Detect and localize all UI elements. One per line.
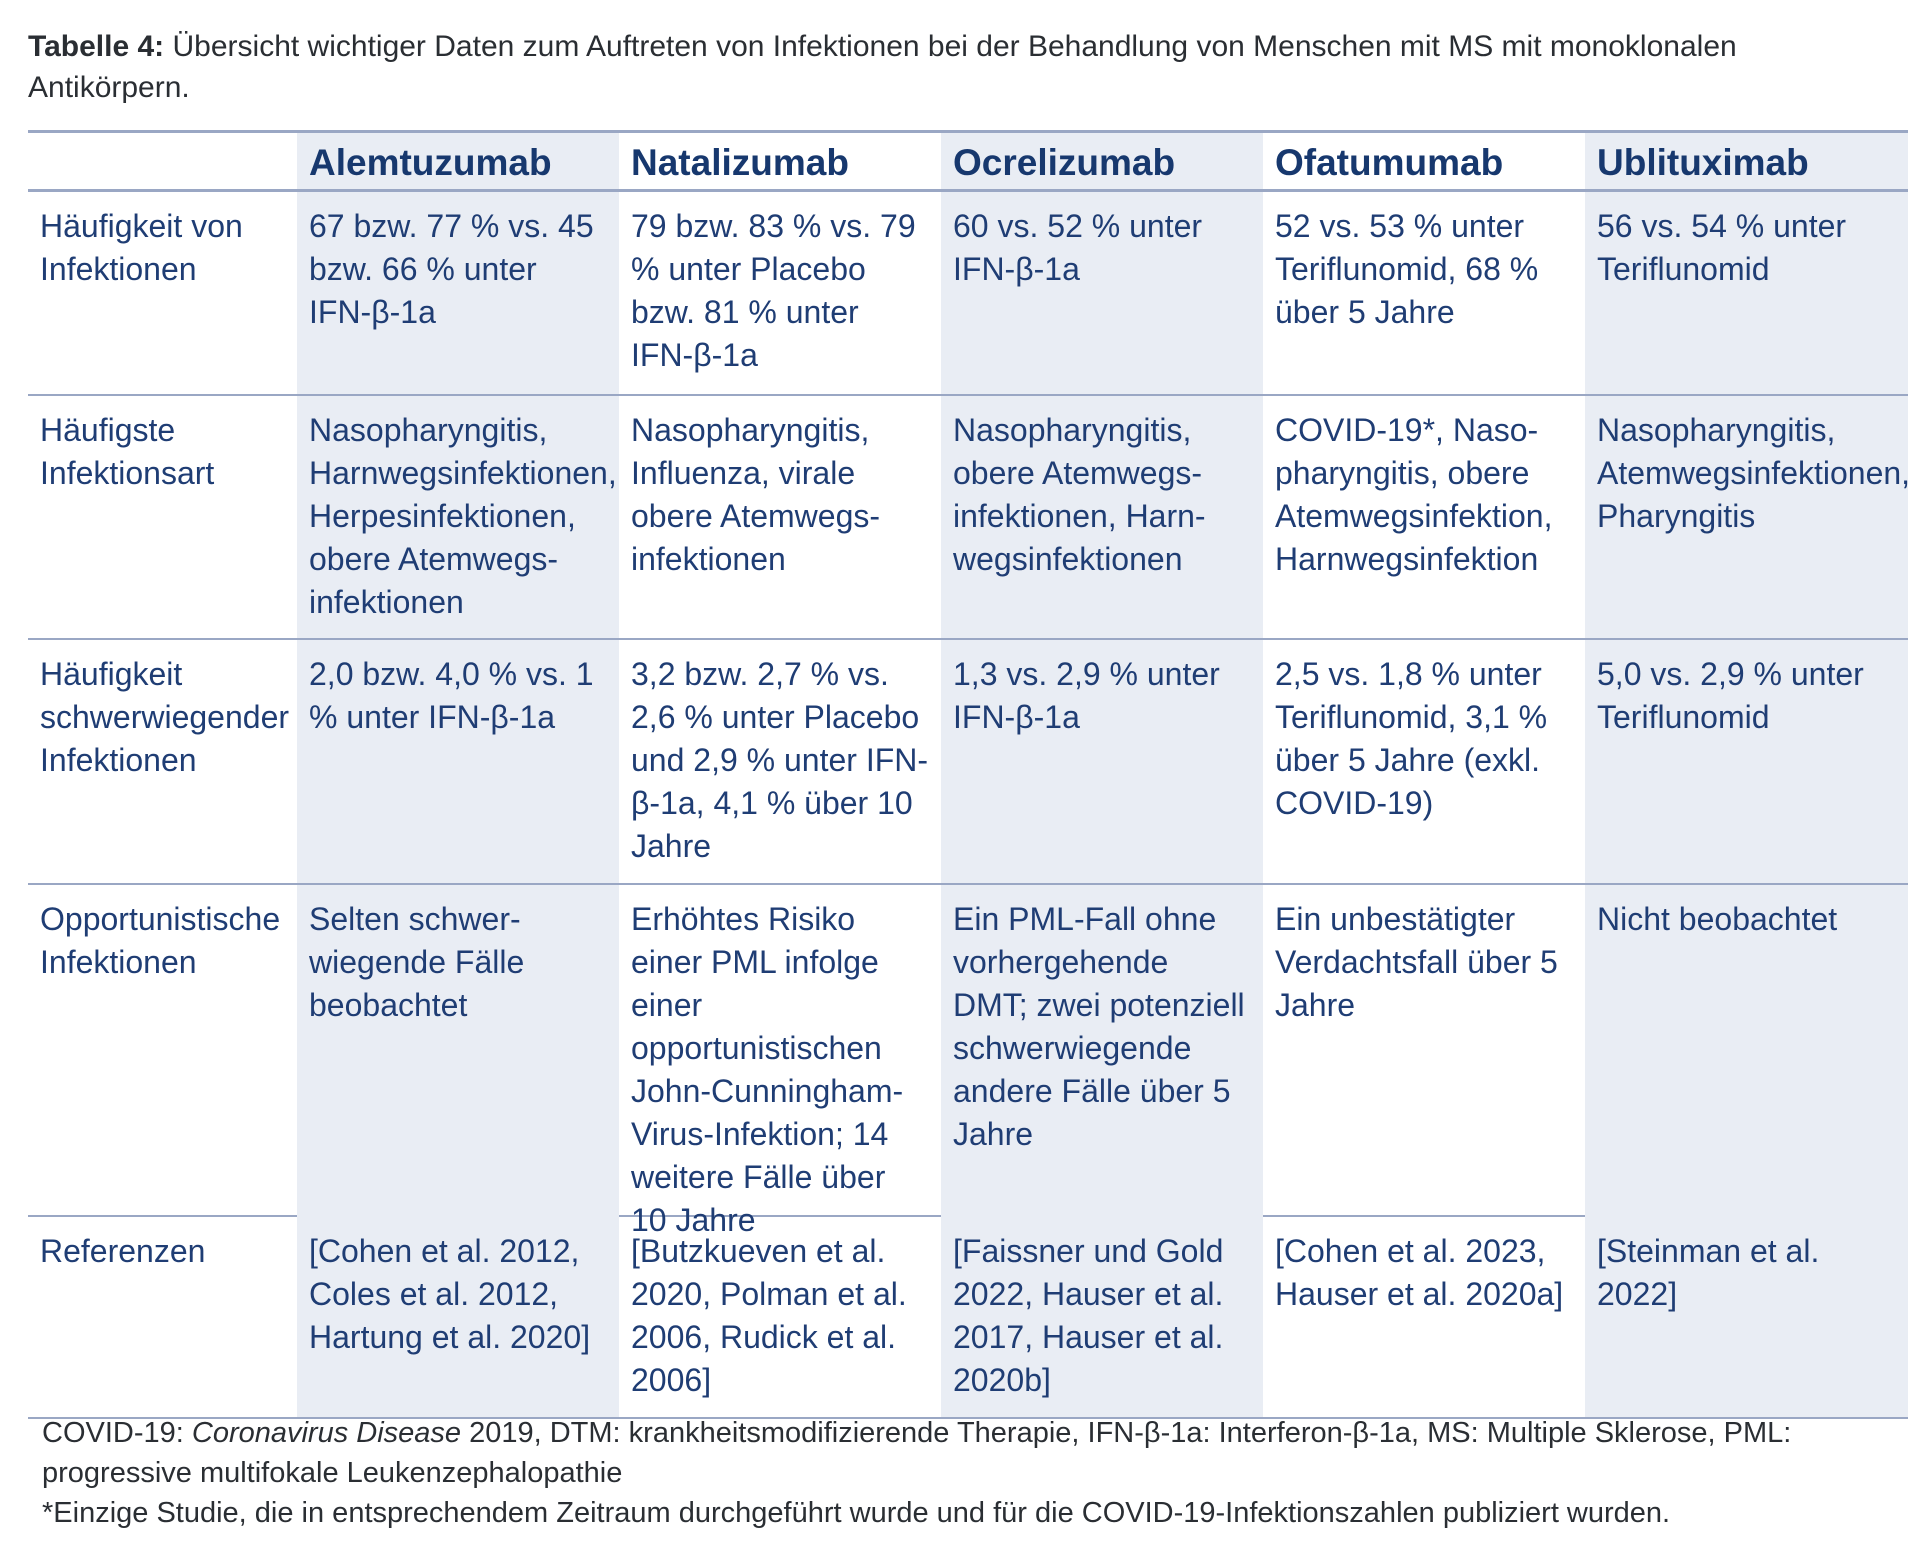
table-cell: 52 vs. 53 % unter Teriflunomid, 68 % über 5 Jahre [1275, 208, 1539, 330]
table-header-row [28, 133, 1908, 192]
abbr-prefix: COVID-19: [42, 1417, 192, 1449]
header-ublituximab: Ublituximab [1585, 133, 1908, 189]
header-ofatumumab: Ofatumumab [1275, 142, 1504, 183]
caption-text: Übersicht wichtiger Daten zum Auftreten von Infektionen bei der Behandlung von Menschen mit MS mit monoklonalen Antikörpern. [28, 30, 1737, 104]
row-label: Häufigkeit schwerwiegender Infektionen [40, 656, 290, 778]
table-cell: Nasopharyngitis, Harnwegsinfektionen, Herpesinfektionen, obere Atemwegs-infektionen [297, 396, 619, 638]
table-cell: [Steinman et al. 2022] [1585, 1217, 1908, 1417]
asterisk-note: *Einzige Studie, die in entsprechendem Zeitraum durchgeführt wurde und für die COVID-19-Infektionszahlen publiziert wurden. [42, 1497, 1671, 1529]
abbreviations-note [42, 1413, 1902, 1493]
table-row [28, 885, 1908, 1238]
table-cell: COVID-19*, Naso-pharyngitis, obere Atemwegsinfektion, Harnwegsinfektion [1275, 412, 1553, 577]
table-cell: Selten schwer-wiegende Fälle beobachtet [297, 885, 619, 1254]
row-label: Referenzen [40, 1233, 206, 1269]
table-cell: 5,0 vs. 2,9 % unter Teriflunomid [1585, 640, 1908, 883]
table-caption [28, 26, 1898, 108]
table-cell: [Cohen et al. 2023, Hauser et al. 2020a] [1275, 1233, 1564, 1312]
table-cell: 3,2 bzw. 2,7 % vs. 2,6 % unter Placebo und 2,9 % unter IFN-β-1a, 4,1 % über 10 Jahre [631, 656, 929, 864]
table-cell: Nasopharyngitis, Atemwegsinfektionen, Pharyngitis [1585, 396, 1908, 638]
header-empty [28, 133, 297, 189]
row-label: Häufigste Infektionsart [40, 412, 215, 491]
table-row [28, 640, 1908, 885]
table-row [28, 1217, 1908, 1419]
table-cell: Erhöhtes Risiko einer PML infolge einer opportunistischen John-Cunningham-Virus-Infektion; 14 weitere Fälle über 10 Jahre [631, 901, 904, 1238]
header-natalizumab: Natalizumab [631, 142, 849, 183]
table-cell: 2,5 vs. 1,8 % unter Teriflunomid, 3,1 % über 5 Jahre (exkl. COVID-19) [1275, 656, 1548, 821]
table-cell: 2,0 bzw. 4,0 % vs. 1 % unter IFN-β-1a [297, 640, 619, 883]
table-cell: Nasopharyngitis, Influenza, virale obere Atemwegs-infektionen [631, 412, 881, 577]
table-cell: Nicht beobachtet [1585, 885, 1908, 1254]
abbr-rest: 2019, DTM: krankheitsmodifizierende Therapie, IFN-β-1a: Interferon-β-1a, MS: Multiple Sklerose, PML: progressive multifokale Leukenzephalopathie [42, 1417, 1792, 1489]
header-alemtuzumab: Alemtuzumab [297, 133, 619, 189]
row-label: Opportunistische Infektionen [40, 901, 281, 980]
table-cell: 79 bzw. 83 % vs. 79 % unter Placebo bzw. 81 % unter IFN-β-1a [631, 208, 916, 373]
table-row [28, 192, 1908, 396]
header-ocrelizumab: Ocrelizumab [941, 133, 1263, 189]
table-cell: Ein unbestätigter Verdachtsfall über 5 Jahre [1275, 901, 1558, 1023]
footnotes [42, 1413, 1902, 1533]
table-cell: 67 bzw. 77 % vs. 45 bzw. 66 % unter IFN-β-1a [297, 192, 619, 394]
table-cell: 56 vs. 54 % unter Teriflunomid [1585, 192, 1908, 394]
table-cell: Ein PML-Fall ohne vorhergehende DMT; zwei potenziell schwerwiegende andere Fälle über 5 Jahre [941, 885, 1263, 1254]
abbr-italic: Coronavirus Disease [191, 1417, 462, 1449]
table-cell: 1,3 vs. 2,9 % unter IFN-β-1a [941, 640, 1263, 883]
table-cell: Nasopharyngitis, obere Atemwegs-infektionen, Harn-wegsinfektionen [941, 396, 1263, 638]
table-cell: [Cohen et al. 2012, Coles et al. 2012, Hartung et al. 2020] [297, 1217, 619, 1417]
row-label: Häufigkeit von Infektionen [40, 208, 243, 287]
table-row [28, 396, 1911, 640]
infection-table [28, 130, 1911, 1419]
table-cell: [Faissner und Gold 2022, Hauser et al. 2017, Hauser et al. 2020b] [941, 1217, 1263, 1417]
caption-label: Tabelle 4: [28, 30, 165, 63]
table-cell: [Butzkueven et al. 2020, Polman et al. 2006, Rudick et al. 2006] [631, 1233, 907, 1398]
table-cell: 60 vs. 52 % unter IFN-β-1a [941, 192, 1263, 394]
